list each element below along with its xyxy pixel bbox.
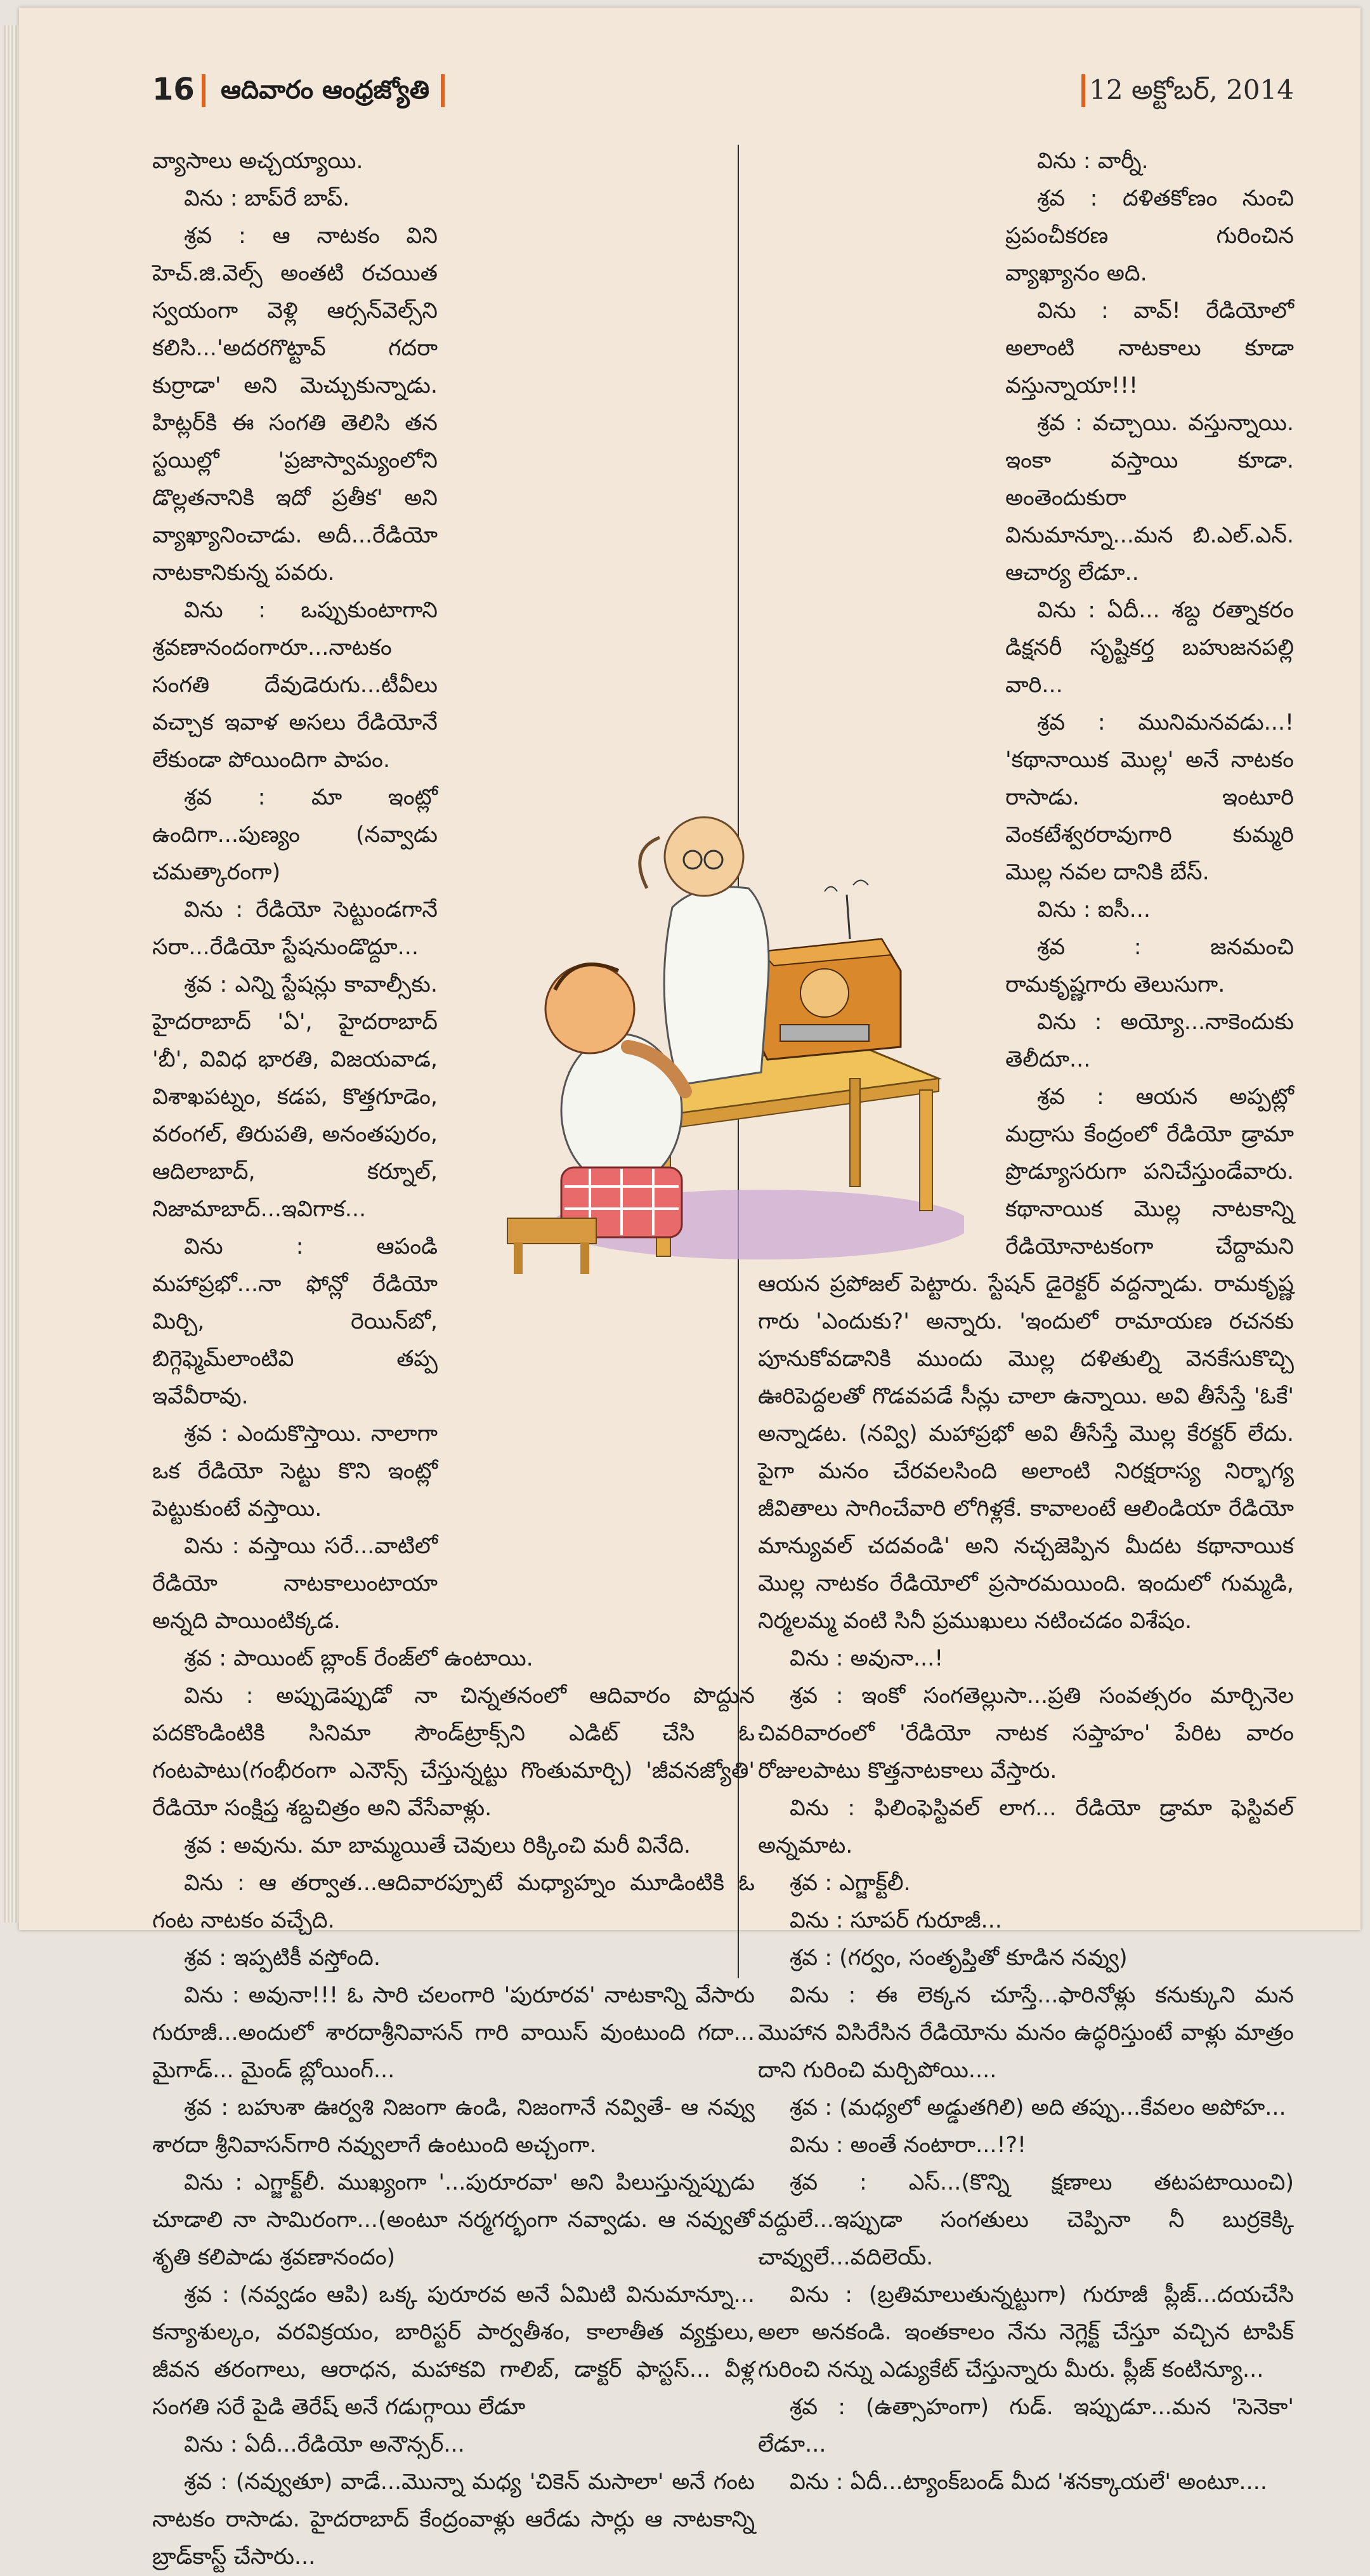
dialogue-line: శ్రవ : మునిమనవడు...! 'కథానాయిక మొల్ల' అనే నాటకం రాసాడు. ఇంటూరి వెంకటేశ్వరరావుగారి కుమ్మరి మొల్ల నవల దానికి బేస్.	[1005, 710, 1294, 885]
dialogue-line: విను : ఏదీ...రేడియో అనౌన్సర్...	[184, 2432, 465, 2457]
stool-leg	[514, 1242, 523, 1274]
dialogue-line: శ్రవ : ఇంకో సంగతెల్లుసా...ప్రతి సంవత్సరం మార్చినెల చివరివారంలో 'రేడియో నాటక సప్తాహం' పేరిట వారం రోజులపాటు కొత్తనాటకాలు వేస్తారు.	[758, 1683, 1294, 1784]
dialogue-line: శ్రవ : బహుశా ఊర్వశి నిజంగా ఉండి, నిజంగానే నవ్వితే- ఆ నవ్వు శారదా శ్రీనివాసన్‌గారి నవ్వులాగే ఉంటుంది అచ్చంగా.	[152, 2095, 755, 2158]
dialogue-line: శ్రవ : ఎస్...(కొన్ని క్షణాలు తటపటాయించి) వద్దులే...ఇప్పుడా సంగతులు చెప్పినా నీ బుర్రకెక్కి చావ్వులే...వదిలెయ్.	[758, 2170, 1294, 2270]
dialogue-line: విను : ఆపండి మహాప్రభో...నా ఫోన్లో రేడియో మిర్చి, రెయిన్‌బో, బిగ్గెఫ్మెమ్‌లాంటివి తప్ప ఇవేవీరావు.	[152, 1234, 438, 1409]
issue-date: 12 అక్టోబర్, 2014	[1089, 74, 1294, 105]
dialogue-line: శ్రవ : ఇప్పటికీ వస్తోంది.	[184, 1945, 381, 1971]
dialogue-line: విను : ఒప్పుకుంటాగాని శ్రవణానందంగారూ...నాటకం సంగతి దేవుడెరుగు...టీవీలు వచ్చాక ఇవాళ అసలు రేడియోనే లేకుండా పోయిందిగా పాపం.	[152, 598, 438, 773]
dialogue-line: శ్రవ : దళితకోణం నుంచి ప్రపంచీకరణ గురించిన వ్యాఖ్యానం అది.	[1005, 186, 1294, 286]
dialogue-line: శ్రవ : ఎగ్జాక్ట్‌లీ.	[790, 1870, 911, 1896]
dialogue-line: శ్రవ : పాయింట్ బ్లాంక్ రేంజ్‌లో ఉంటాయి.	[184, 1646, 533, 1671]
dialogue-line: విను : అంతే నంటారా...!?!	[790, 2132, 1027, 2158]
dialogue-line: విను : రేడియో సెట్టుండగానే సరా...రేడియో స్టేషనుండొద్దూ...	[152, 897, 438, 960]
signal-waves	[825, 881, 868, 892]
dialogue-line: విను : ఏదీ... శబ్ద రత్నాకరం డిక్షనరీ సృష్టికర్త బహుజనపల్లి వారి...	[1005, 598, 1294, 698]
dialogue-line: విను : బాప్‌రే బాప్.	[184, 186, 350, 211]
dialogue-line: శ్రవ : ఎన్ని స్టేషన్లు కావాల్సీకు. హైదరాబాద్ 'ఏ', హైదరాబాద్ 'బీ', వివిధ భారతి, విజయవాడ, విశాఖపట్నం, కడప, కొత్తగూడెం, వరంగల్, తిరుపతి, అనంతపురం, ఆదిలాబాద్, కర్నూల్, నిజామాబాద్...ఇవిగాక...	[152, 972, 438, 1222]
publication-name: ఆదివారం ఆంధ్రజ్యోతి	[221, 76, 430, 105]
header-divider	[1081, 74, 1085, 107]
dialogue-line: విను : ఈ లెక్కన చూస్తే...ఫారినోళ్లు కనుక్కుని మన మొహాన విసిరేసిన రేడియోను మనం ఉద్ధరిస్తుంటే వాళ్లు మాత్రం దాని గురించి మర్చిపోయి....	[758, 1983, 1294, 2083]
dialogue-line: విను : ఆ తర్వాత...ఆదివారప్పూటే మధ్యాహ్నం మూడింటికి ఓ గంట నాటకం వచ్చేది.	[152, 1870, 755, 1933]
page-number: 16	[152, 72, 195, 107]
dialogue-line: విను : ఏదీ...ట్యాంక్‌బండ్ మీద 'శనక్కాయలే' అంటూ....	[790, 2469, 1267, 2495]
radio-cartoon-illustration	[495, 780, 964, 1282]
header-divider	[441, 74, 445, 107]
old-man-arm	[640, 838, 660, 888]
dialogue-line: శ్రవ : (నవ్వడం ఆపి) ఒక్క పురూరవ అనే ఏమిటి వినుమాన్నూ... కన్యాశుల్కం, వరవిక్రయం, బారిస్టర్ పార్వతీశం, కాలాతీత వ్యక్తులు, జీవన తరంగాలు, ఆరాధన, మహాకవి గాలిబ్, డాక్టర్ ఫాస్టస్... వీళ్ల సంగతి సరే పైడి తెరేష్ అనే గడుగ్గాయి లేడూ	[152, 2282, 755, 2420]
dialogue-line: విను : ఫిలింఫెస్టివల్ లాగ... రేడియో డ్రామా ఫెస్టివల్ అన్నమాట.	[758, 1796, 1294, 1858]
dialogue-line: శ్రవ : (నవ్వుతూ) వాడే...మొన్నా మధ్య 'చికెన్ మసాలా' అనే గంట నాటకం రాసాడు. హైదరాబాద్ కేంద్రంవాళ్లు ఆరేడు సార్లు ఆ నాటకాన్ని బ్రాడ్‌కాస్ట్ చేసారు...	[152, 2469, 755, 2570]
old-man-head	[665, 817, 743, 896]
dialogue-line: విను : వావ్! రేడియోలో అలాంటి నాటకాలు కూడా వస్తున్నాయా!!!	[1005, 298, 1294, 398]
dialogue-line: శ్రవ : (ఉత్సాహంగా) గుడ్. ఇప్పుడూ...మన 'సెనెకా' లేడూ...	[758, 2395, 1294, 2457]
dialogue-line: విను : అప్పుడెప్పుడో నా చిన్నతనంలో ఆదివారం పొద్దున పదకొండింటికి సినిమా సౌండ్‌ట్రాక్స్‌ని ఎడిట్ చేసి ఓ గంటపాటు(గంభీరంగా ఎనౌన్స్ చేస్తున్నట్టు గొంతుమార్చి) 'జీవనజ్యోతి' రేడియో సంక్షిప్త శబ్దచిత్రం అని వేసేవాళ్లు.	[152, 1683, 755, 1821]
dialogue-line: శ్రవ : మా ఇంట్లో ఉందిగా...పుణ్యం (నవ్వాడు చమత్కారంగా)	[152, 785, 438, 885]
dialogue-line: శ్రవ : ఆ నాటకం విని హెచ్.జి.వెల్స్ అంతటి రచయిత స్వయంగా వెళ్లి ఆర్సన్‌వెల్స్‌ని కలిసి...'అదరగొట్టావ్ గదరా కుర్రాడా' అని మెచ్చుకున్నాడు. హిట్లర్‌కి ఈ సంగతి తెలిసి తన స్టయిల్లో 'ప్రజాస్వామ్యంలోని డొల్లతనానికి ఇదో ప్రతీక' అని వ్యాఖ్యానించాడు. అదీ...రేడియో నాటకానికున్న పవరు.	[152, 223, 438, 586]
young-man-head	[545, 964, 634, 1053]
dialogue-line: శ్రవ : వచ్చాయి. వస్తున్నాయి. ఇంకా వస్తాయి కూడా. అంతెందుకురా వినుమాన్నూ...మన బి.ఎల్.ఎన్. ఆచార్య లేడూ..	[1005, 411, 1294, 586]
stool-leg	[580, 1242, 589, 1274]
dialogue-line: శ్రవ : జనమంచి రామకృష్ణగారు తెలుసుగా.	[1005, 935, 1294, 997]
dialogue-line: శ్రవ : (గర్వం, సంతృప్తితో కూడిన నవ్వు)	[790, 1945, 1128, 1971]
radio-dial	[780, 1025, 869, 1041]
radio-antenna	[847, 895, 850, 939]
header-divider	[202, 74, 206, 107]
dialogue-line: శ్రవ : (మధ్యలో అడ్డుతగిలి) అది తప్పు...కేవలం అపోహ...	[790, 2095, 1286, 2120]
dialogue-line: విను : (బ్రతిమాలుతున్నట్టుగా) గురూజీ ప్లీజ్...దయచేసి అలా అనకండి. ఇంతకాలం నేను నెగ్లెక్ట్ చేస్తూ వచ్చిన టాపిక్ గురించి నన్ను ఎడ్యుకేట్ చేస్తున్నారు మీరు. ప్లీజ్ కంటిన్యూ...	[758, 2282, 1294, 2382]
old-man-body	[664, 887, 769, 1085]
table-leg	[920, 1090, 932, 1211]
radio-speaker	[800, 969, 849, 1017]
dialogue-line: శ్రవ : ఆయన అప్పట్లో మద్రాసు కేంద్రంలో రేడియో డ్రామా ప్రొడ్యూసరుగా పనిచేస్తుండేవారు. కథానాయిక మొల్ల నాటకాన్ని రేడియోనాటకంగా చేద్దామని ఆయన ప్రపోజల్ పెట్టారు. స్టేషన్ డైరెక్టర్ వద్దన్నాడు. రామకృష్ణ గారు 'ఎందుకు?' అన్నారు. 'ఇందులో రామాయణ రచనకు పూనుకోవడానికి ముందు మొల్ల దళితుల్ని వెనకేసుకొచ్చి ఊరిపెద్దలతో గొడవపడే సీన్లు చాలా ఉన్నాయి. అవి తీసేస్తే 'ఓకే' అన్నాడట. (నవ్వి) మహాప్రభో అవి తీసేస్తే మొల్ల కేరక్టర్ లేదు. పైగా మనం చేరవలసింది అలాంటి నిరక్షరాస్య నిర్భాగ్య జీవితాలు సాగించేవారి లోగిళ్లకే. కావాలంటే ఆలిండియా రేడియో మాన్యువల్ చదవండి' అని నచ్చజెప్పిన మీదట కథానాయిక మొల్ల నాటకం రేడియోలో ప్రసారమయింది. ఇందులో గుమ్మడి, నిర్మలమ్మ వంటి సినీ ప్రముఖులు నటించడం విశేషం.	[758, 1084, 1294, 1634]
dialogue-line: విను : అవునా!!! ఓ సారి చలంగారి 'పురూరవ' నాటకాన్ని వేసారు గురూజీ...అందులో శారదాశ్రీనివాసన్ గారి వాయిస్ వుంటుంది గదా... మైగాడ్... మైండ్ బ్లోయింగ్...	[152, 1983, 755, 2083]
dialogue-line: విను : సూపర్ గురూజీ...	[790, 1908, 1002, 1933]
dialogue-line: విను : ఐసీ...	[1037, 897, 1151, 923]
dialogue-line: విను : అవునా...!	[790, 1646, 944, 1671]
stool	[507, 1218, 596, 1244]
dialogue-line: వ్యాసాలు అచ్చయ్యాయి.	[152, 148, 363, 174]
dialogue-line: శ్రవ : ఎందుకొస్తాయి. నాలాగా ఒక రేడియో సెట్టు కొని ఇంట్లో పెట్టుకుంటే వస్తాయి.	[152, 1421, 438, 1521]
page-header	[152, 67, 1294, 117]
dialogue-line: శ్రవ : అవును. మా బామ్మయితే చెవులు రిక్కించి మరీ వినేది.	[184, 1833, 691, 1858]
table-leg	[850, 1079, 860, 1186]
dialogue-line: విను : ఎగ్జాక్ట్‌లీ. ముఖ్యంగా '...పురూరవా' అని పిలుస్తున్నప్పుడు చూడాలి నా సామిరంగా...(అంటూ నర్మగర్భంగా నవ్వాడు. ఆ నవ్వుతో శృతి కలిపాడు శ్రవణానందం)	[152, 2170, 755, 2270]
right-column	[758, 143, 1294, 2501]
dialogue-line: విను : అయ్యో...నాకెందుకు తెలీదూ...	[1005, 1009, 1294, 1072]
dialogue-line: విను : వార్నీ.	[1037, 148, 1149, 174]
left-column	[152, 143, 755, 2576]
dialogue-line: విను : వస్తాయి సరే...వాటిలో రేడియో నాటకాలుంటాయా అన్నది పాయింటిక్కడ.	[152, 1534, 438, 1634]
